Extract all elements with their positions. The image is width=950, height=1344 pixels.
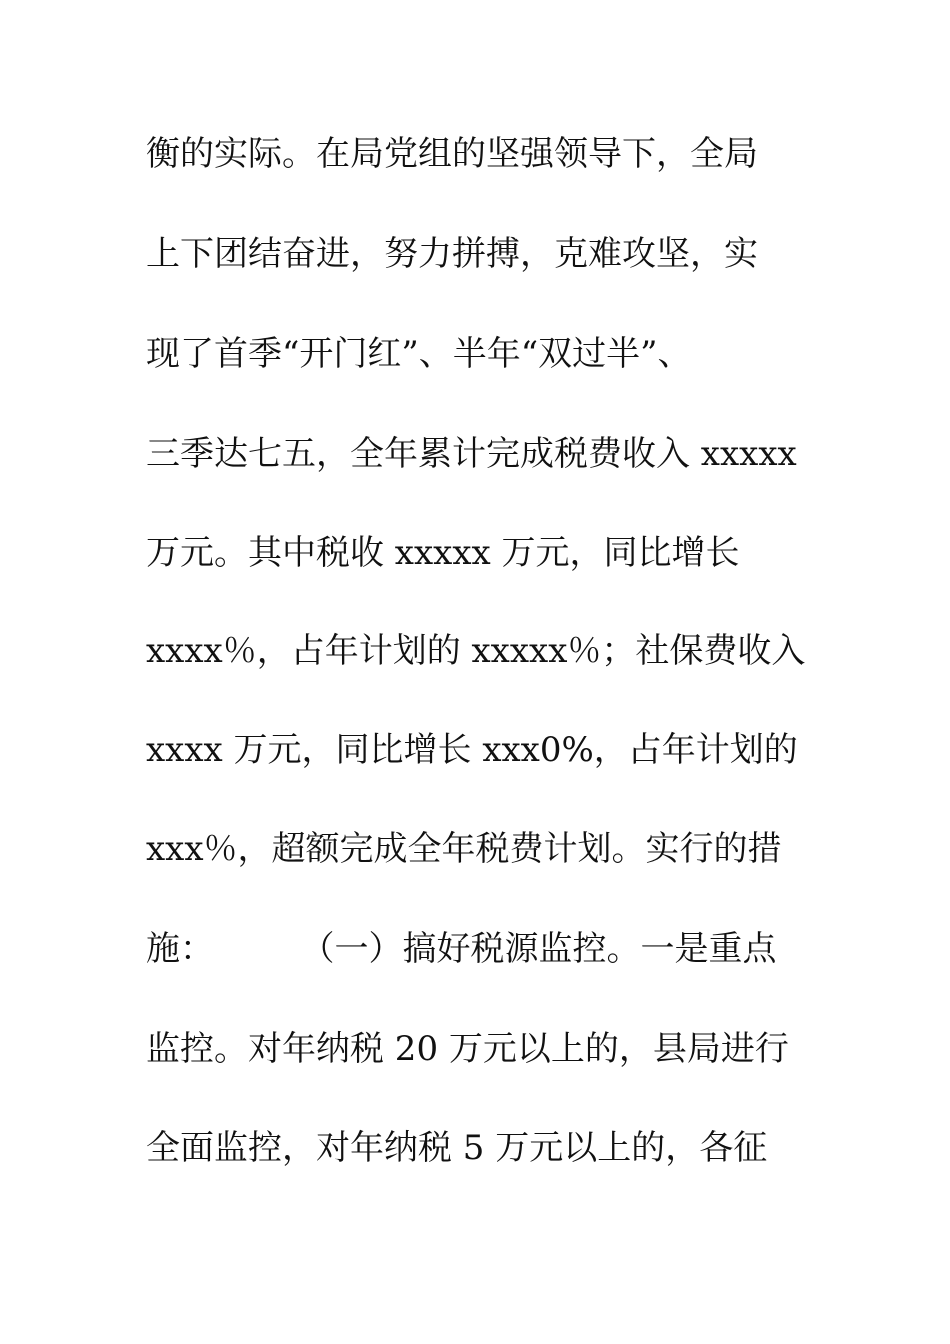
text-line: xxxx％，占年计划的 xxxxx％；社保费收入 bbox=[146, 631, 806, 671]
text-line: 三季达七五，全年累计完成税费收入 xxxxx bbox=[146, 434, 797, 474]
text-line: 施： （一）搞好税源监控。一是重点 bbox=[146, 929, 777, 969]
text-line: 衡的实际。在局党组的坚强领导下，全局 bbox=[146, 134, 758, 174]
text-line: 上下团结奋进，努力拼搏，克难攻坚，实 bbox=[146, 234, 758, 274]
text-line: 万元。其中税收 xxxxx 万元，同比增长 bbox=[146, 533, 740, 573]
text-line: xxx％，超额完成全年税费计划。实行的措 bbox=[146, 829, 782, 869]
text-line: xxxx 万元，同比增长 xxx0%，占年计划的 bbox=[146, 730, 798, 770]
text-line: 全面监控，对年纳税 5 万元以上的，各征 bbox=[146, 1128, 768, 1168]
text-line: 现了首季“开门红”、半年“双过半”、 bbox=[146, 334, 692, 374]
text-line: 监控。对年纳税 20 万元以上的，县局进行 bbox=[146, 1029, 789, 1069]
